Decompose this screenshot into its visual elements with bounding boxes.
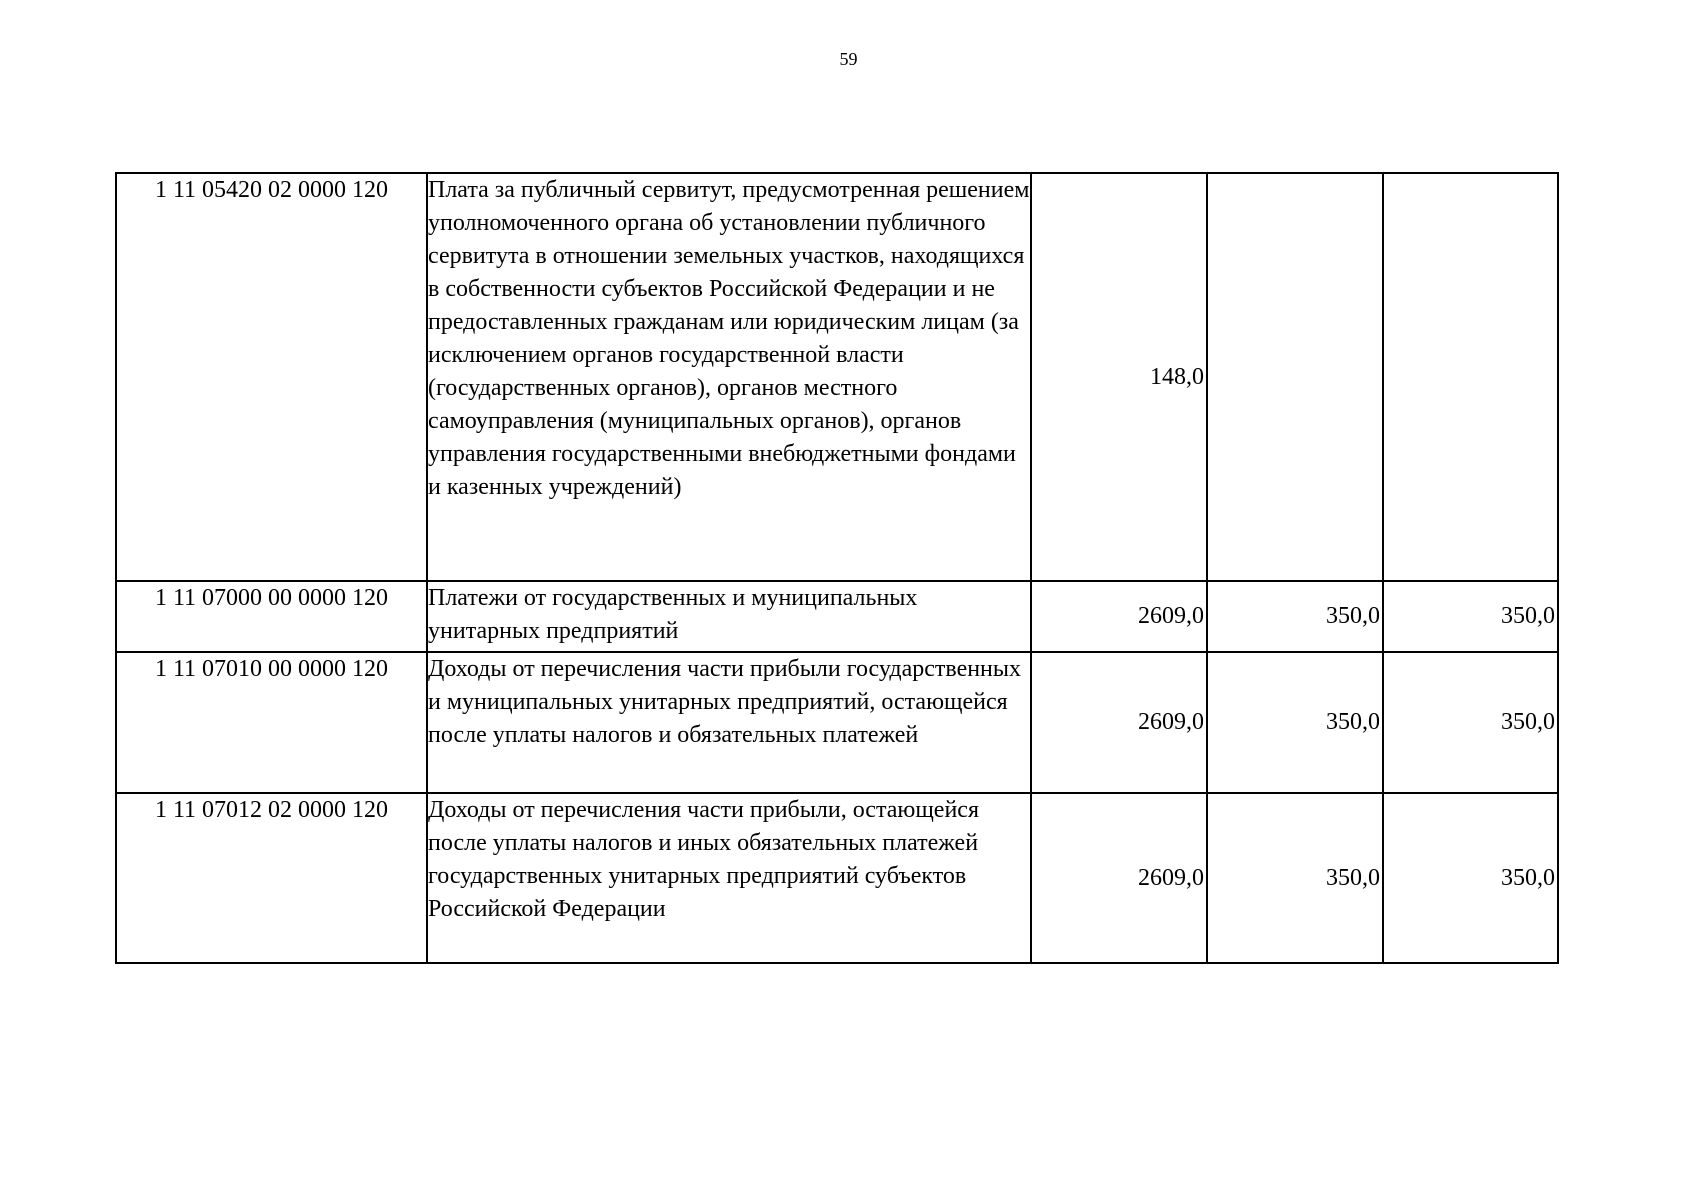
revenue-code: 1 11 07000 00 0000 120 xyxy=(116,581,427,652)
revenue-description: Плата за публичный сервитут, предусмотренная решением уполномоченного органа об установлении публичного сервитута в отношении земельных участков, находящихся в собственности субъектов Российской Федерации и не предоставленных гражданам или юридическим лицам (за исключением органов государственной власти (государственных органов), органов местного самоуправления (муниципальных органов), органов управления государственными внебюджетными фондами и казенных учреждений) xyxy=(427,173,1031,581)
budget-revenue-table xyxy=(115,172,1559,964)
table-row xyxy=(116,652,1558,793)
value-year-3: 350,0 xyxy=(1383,652,1558,793)
table-row xyxy=(116,173,1558,581)
value-year-2: 350,0 xyxy=(1207,793,1383,963)
value-year-3: 350,0 xyxy=(1383,793,1558,963)
value-year-2: 350,0 xyxy=(1207,581,1383,652)
value-year-3 xyxy=(1383,173,1558,581)
value-year-2: 350,0 xyxy=(1207,652,1383,793)
value-year-1: 2609,0 xyxy=(1031,652,1207,793)
value-year-3: 350,0 xyxy=(1383,581,1558,652)
revenue-description: Платежи от государственных и муниципальных унитарных предприятий xyxy=(427,581,1031,652)
value-year-2 xyxy=(1207,173,1383,581)
value-year-1: 2609,0 xyxy=(1031,581,1207,652)
table-row xyxy=(116,581,1558,652)
revenue-description: Доходы от перечисления части прибыли государственных и муниципальных унитарных предприятий, остающейся после уплаты налогов и обязательных платежей xyxy=(427,652,1031,793)
value-year-1: 148,0 xyxy=(1031,173,1207,581)
revenue-code: 1 11 05420 02 0000 120 xyxy=(116,173,427,581)
table-row xyxy=(116,793,1558,963)
revenue-code: 1 11 07012 02 0000 120 xyxy=(116,793,427,963)
value-year-1: 2609,0 xyxy=(1031,793,1207,963)
page-number: 59 xyxy=(839,49,858,69)
revenue-code: 1 11 07010 00 0000 120 xyxy=(116,652,427,793)
revenue-description: Доходы от перечисления части прибыли, остающейся после уплаты налогов и иных обязательных платежей государственных унитарных предприятий субъектов Российской Федерации xyxy=(427,793,1031,963)
